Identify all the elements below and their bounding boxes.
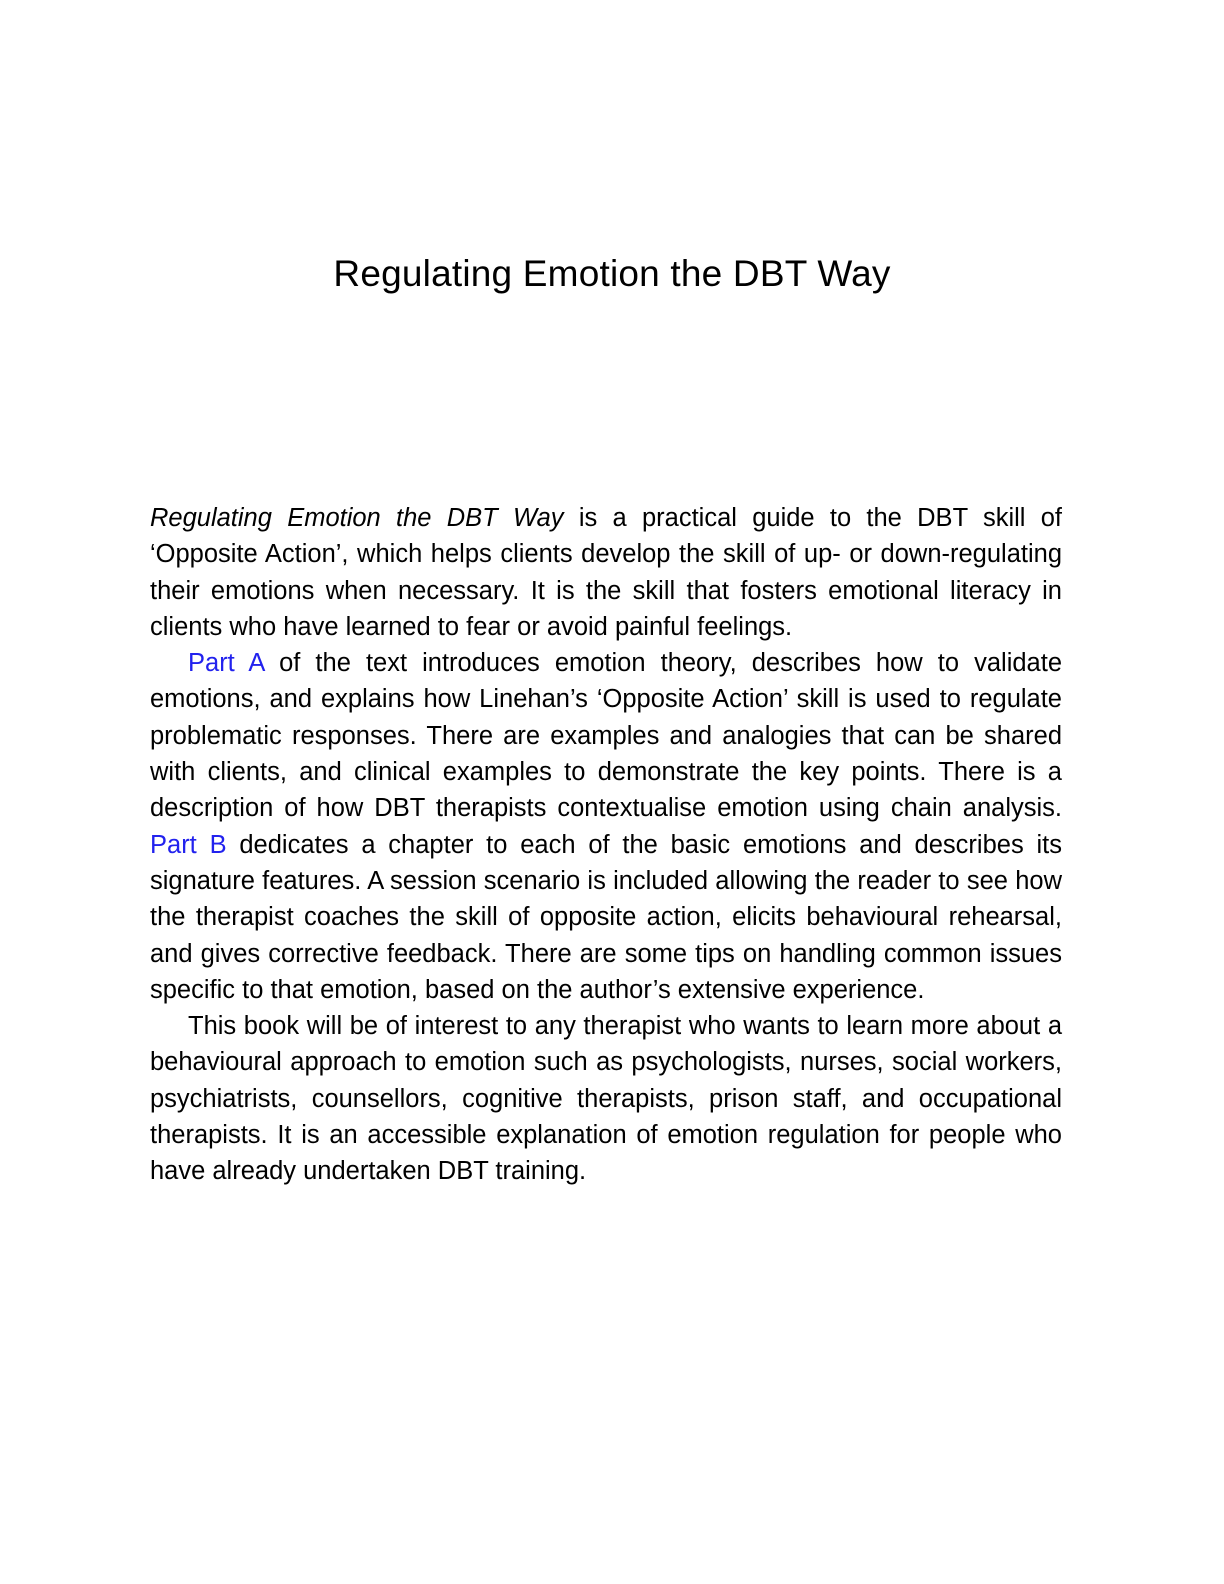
page-title: Regulating Emotion the DBT Way <box>333 252 891 294</box>
body-text <box>150 500 1062 1190</box>
paragraph-1 <box>150 500 1062 645</box>
paragraph-2 <box>150 645 1062 1008</box>
text-run: is a practical guide to the DBT skill of ‘Opposite Action’, which helps clients develop the skill of up- or down-regulating their emotions when necessary. It is the skill that fosters emotional literacy in clients who have learned to fear or avoid painful feelings. <box>150 504 1062 641</box>
part-reference: Part B <box>150 830 227 859</box>
part-reference: Part A <box>188 649 265 678</box>
text-run: dedicates a chapter to each of the basic emotions and describes its signature features. A session scenario is included allowing the reader to see how the therapist coaches the skill of opposite action, elicits behavioural rehearsal, and gives corrective feedback. There are some tips on handling common issues specific to that emotion, based on the author’s extensive experience. <box>150 830 1062 1004</box>
text-run: of the text introduces emotion theory, describes how to validate emotions, and explains how Linehan’s ‘Opposite Action’ skill is used to regulate problematic responses. There are examples and analogies that can be shared with clients, and clinical examples to demonstrate the key points. There is a description of how DBT therapists contextualise emotion using chain analysis. <box>150 649 1063 823</box>
paragraph-3 <box>150 1008 1062 1189</box>
text-run: This book will be of interest to any therapist who wants to learn more about a behavioural approach to emotion such as psychologists, nurses, social workers, psychiatrists, counsellors, cognitive therapists, prison staff, and occupational therapists. It is an accessible explanation of emotion regulation for people who have already undertaken DBT training. <box>150 1012 1062 1186</box>
book-title-emphasis: Regulating Emotion the DBT Way <box>150 504 564 532</box>
